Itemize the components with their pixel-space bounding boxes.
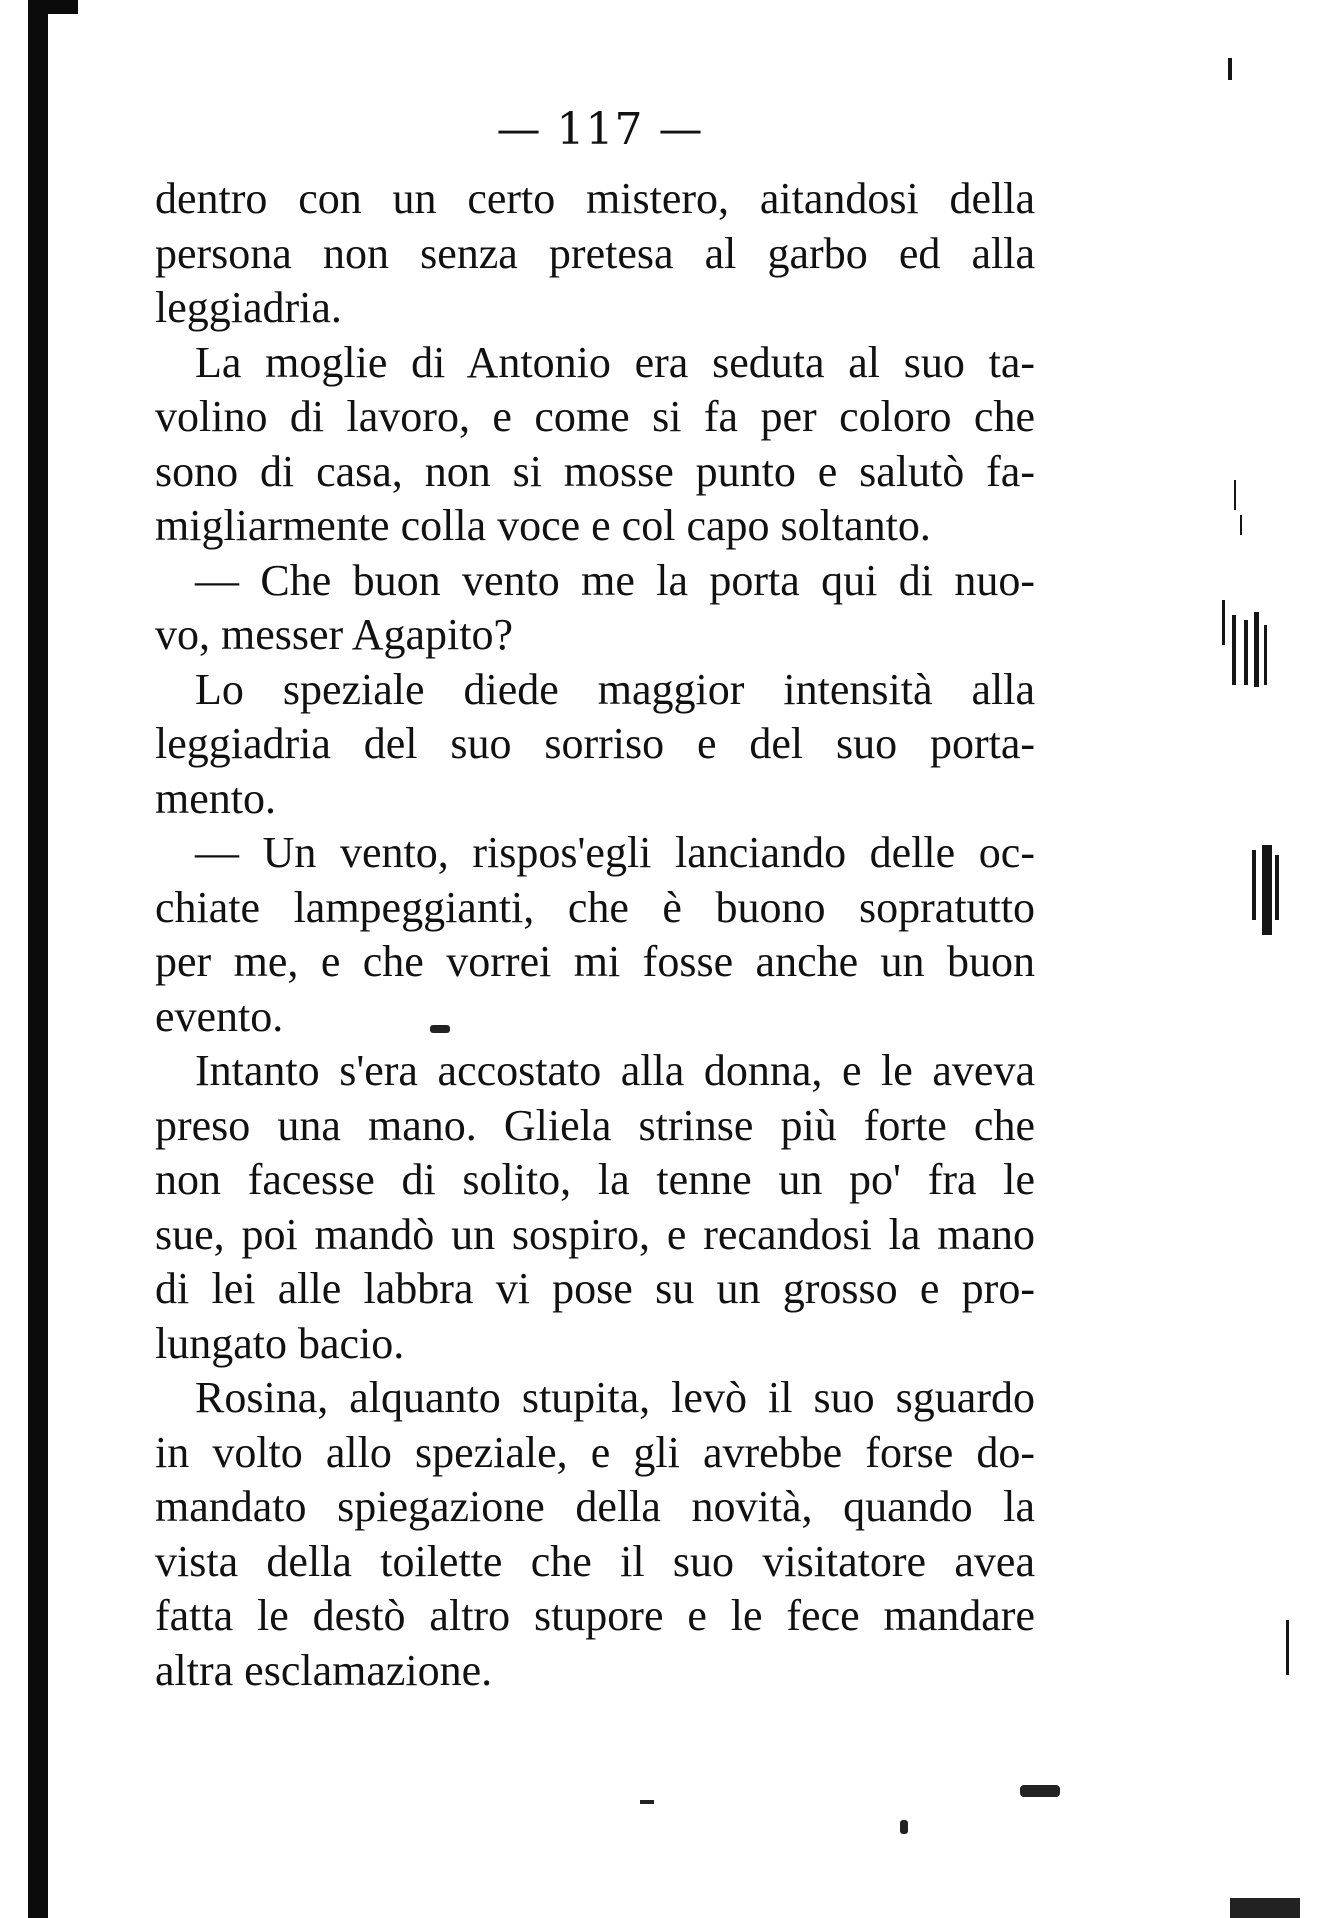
text-line: sue, poi mandò un sospiro, e recandosi la mano [155, 1209, 1035, 1259]
text-line: — Un vento, rispos'egli lanciando delle oc- [195, 828, 1035, 877]
text-line: Lo speziale diede maggior intensità alla [195, 664, 1035, 714]
scan-artifact [1244, 620, 1248, 685]
text-line: altra esclamazione. [155, 1645, 493, 1695]
text-line: fatta le destò altro stupore e le fece mandare [155, 1591, 1035, 1640]
scan-artifact [1286, 1620, 1289, 1675]
scan-speck [430, 1025, 450, 1033]
text-line: lungato bacio. [155, 1318, 405, 1368]
scan-artifact [1228, 58, 1232, 80]
text-line: mento. [155, 773, 276, 823]
text-line: Intanto s'era accostato alla donna, e le aveva [195, 1046, 1035, 1095]
text-line: dentro con un certo mistero, aitandosi della [155, 174, 1035, 223]
text-line: — Che buon vento me la porta qui di nuo- [195, 555, 1035, 605]
scan-artifact [1275, 855, 1279, 920]
binding-edge-notch [48, 0, 78, 14]
text-line: vista della toilette che il suo visitatore avea [155, 1536, 1035, 1586]
scan-artifact [1254, 612, 1259, 687]
scan-artifact [1252, 850, 1256, 920]
scan-speck [900, 1820, 908, 1834]
text-line: volino di lavoro, e come si fa per coloro che [155, 392, 1035, 441]
scan-artifact [1264, 625, 1267, 685]
text-line: in volto allo speziale, e gli avrebbe forse do- [155, 1427, 1035, 1477]
text-line: di lei alle labbra vi pose su un grosso e pro- [155, 1264, 1035, 1313]
text-line: leggiadria del suo sorriso e del suo porta- [155, 719, 1035, 768]
text-line: Rosina, alquanto stupita, levò il suo sguardo [195, 1373, 1035, 1422]
text-line: sono di casa, non si mosse punto e salutò fa- [155, 446, 1035, 496]
scan-speck [640, 1800, 654, 1804]
text-line: migliarmente colla voce e col capo soltanto. [155, 501, 931, 550]
scan-speck [1230, 1898, 1300, 1918]
scan-artifact [1234, 480, 1236, 510]
text-line: persona non senza pretesa al garbo ed alla [155, 228, 1035, 278]
page-number: — 117 — [496, 104, 704, 155]
text-line: La moglie di Antonio era seduta al suo ta- [195, 337, 1035, 387]
text-line: per me, e che vorrei mi fosse anche un buon [155, 937, 1035, 986]
text-line: mandato spiegazione della novità, quando la [155, 1482, 1035, 1531]
text-line: leggiadria. [155, 283, 342, 332]
text-line: non facesse di solito, la tenne un po' fra le [155, 1155, 1035, 1204]
scan-artifact [1222, 600, 1225, 645]
text-line: preso una mano. Gliela strinse più forte che [155, 1100, 1035, 1150]
text-line: vo, messer Agapito? [155, 610, 514, 659]
body-text [155, 172, 1035, 1698]
scan-artifact [1262, 845, 1272, 935]
scan-artifact [1240, 515, 1242, 535]
scan-artifact [1232, 615, 1236, 685]
binding-edge-bar [28, 0, 48, 1918]
text-line: chiate lampeggianti, che è buono sopratutto [155, 882, 1035, 932]
scan-speck [1020, 1785, 1060, 1797]
text-line: evento. [155, 991, 284, 1041]
